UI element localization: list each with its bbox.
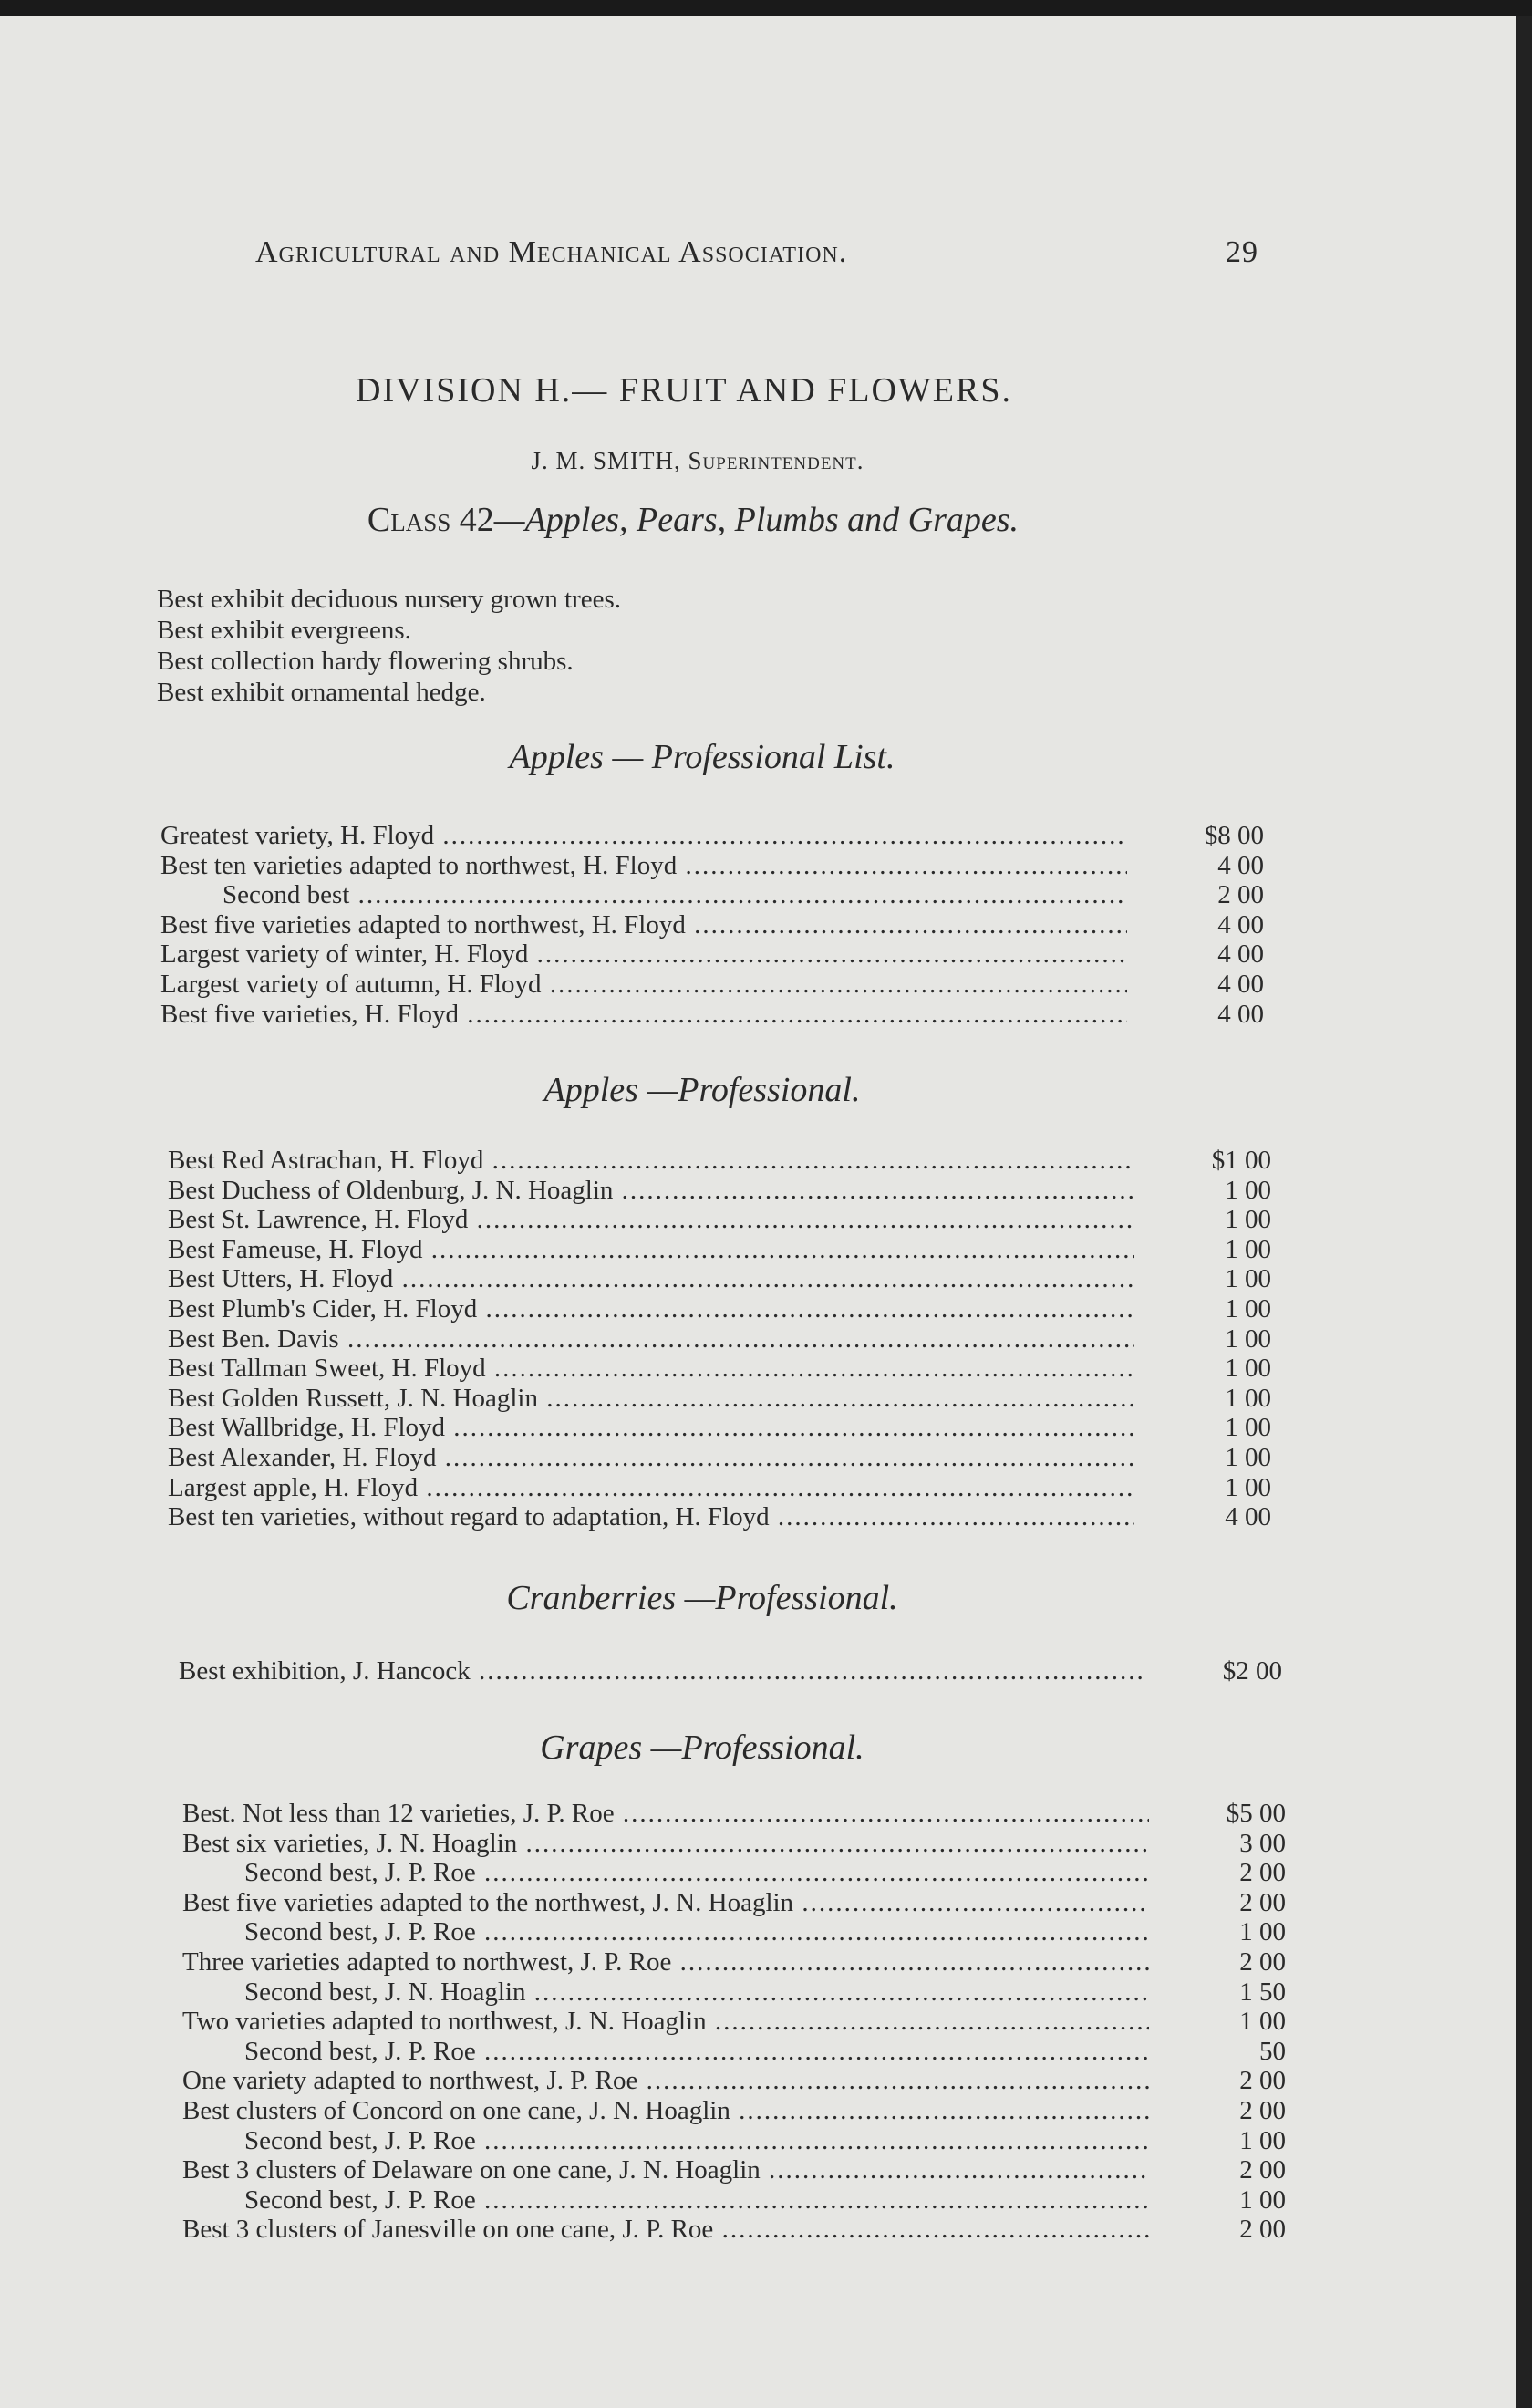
- entry-amount: 1 00: [1225, 1205, 1271, 1235]
- entry-text: Best Red Astrachan, H. Floyd .....: [168, 1146, 1134, 1176]
- entry-amount: $5 00: [1226, 1799, 1286, 1828]
- entry-text: Best five varieties adapted to the northwest, J. N. Hoaglin .....: [182, 1888, 1149, 1918]
- entry-text: Best ten varieties, without regard to adaptation, H. Floyd .....: [168, 1502, 1134, 1532]
- entry-amount: 2 00: [1239, 1946, 1286, 1977]
- superintendent-line: [0, 447, 1395, 475]
- entry-text: Best Duchess of Oldenburg, J. N. Hoaglin .....: [168, 1176, 1134, 1206]
- entry-text: Best. Not less than 12 varieties, J. P. Roe .....: [182, 1799, 1149, 1829]
- entry-text: Second best, J. P. Roe .....: [244, 1917, 1149, 1947]
- entry-text: Best Utters, H. Floyd .....: [168, 1264, 1134, 1294]
- entry-text: Largest variety of winter, H. Floyd .....: [160, 939, 1127, 970]
- book-page: [0, 16, 1532, 2408]
- entry-text: One variety adapted to northwest, J. P. Roe .....: [182, 2066, 1149, 2096]
- general-items-list: [157, 584, 621, 708]
- page-number: 29: [1226, 235, 1258, 269]
- section-title-cranberries: Cranberries —Professional.: [506, 1579, 898, 1617]
- entry-text: Best 3 clusters of Delaware on one cane, J. N. Hoaglin .....: [182, 2155, 1149, 2185]
- entry-text: Two varieties adapted to northwest, J. N. Hoaglin .....: [182, 2007, 1149, 2037]
- entry-text: Best five varieties, H. Floyd .....: [160, 1000, 1127, 1030]
- entry-text: Second best, J. P. Roe .....: [244, 2185, 1149, 2216]
- section-title-apples-list: Apples — Professional List.: [509, 738, 895, 776]
- running-head-title: Agricultural and Mechanical Association.: [255, 235, 848, 269]
- superintendent-role: Superintendent.: [688, 447, 864, 474]
- running-head: [255, 235, 1258, 270]
- class-title: —Apples, Pears, Plumbs and Grapes.: [493, 501, 1020, 539]
- entry-amount: 4 00: [1217, 969, 1264, 999]
- entry-amount: 1 00: [1225, 1323, 1271, 1354]
- entry-text: Second best, J. N. Hoaglin .....: [244, 1977, 1149, 2008]
- entry-text: Second best, J. P. Roe .....: [244, 1858, 1149, 1888]
- entry-amount: 4 00: [1217, 939, 1264, 970]
- entry-amount: 1 00: [1225, 1442, 1271, 1472]
- entry-text: Best Golden Russett, J. N. Hoaglin .....: [168, 1384, 1134, 1414]
- general-item: Best exhibit deciduous nursery grown trees.: [157, 585, 622, 614]
- division-title: DIVISION H.— FRUIT AND FLOWERS.: [356, 371, 1012, 410]
- entry-amount: $2 00: [1222, 1656, 1282, 1686]
- entry-text: Best 3 clusters of Janesville on one cane, J. P. Roe .....: [182, 2215, 1149, 2245]
- entry-amount: $1 00: [1211, 1146, 1271, 1175]
- entry-amount: 1 00: [1225, 1234, 1271, 1264]
- entry-amount: 1 00: [1239, 2007, 1286, 2037]
- entry-text: Best clusters of Concord on one cane, J. N. Hoaglin .....: [182, 2096, 1149, 2126]
- entry-amount: $8 00: [1204, 821, 1264, 850]
- entry-amount: 2 00: [1239, 2066, 1286, 2096]
- general-item: Best collection hardy flowering shrubs.: [157, 647, 574, 676]
- entry-amount: 1 00: [1239, 2185, 1286, 2215]
- entry-text: Best Tallman Sweet, H. Floyd .....: [168, 1354, 1134, 1384]
- entry-amount: 1 00: [1225, 1383, 1271, 1413]
- entry-text: Best Ben. Davis .....: [168, 1324, 1134, 1354]
- entry-amount: 4 00: [1225, 1502, 1271, 1532]
- entry-text: Best five varieties adapted to northwest, H. Floyd .....: [160, 910, 1127, 940]
- entry-amount: 1 50: [1239, 1977, 1286, 2007]
- entry-text: Best Plumb's Cider, H. Floyd .....: [168, 1294, 1134, 1324]
- entry-amount: 1 00: [1225, 1472, 1271, 1502]
- entry-amount: 50: [1259, 2036, 1286, 2066]
- entry-text: Best six varieties, J. N. Hoaglin .....: [182, 1829, 1149, 1859]
- entry-amount: 1 00: [1225, 1175, 1271, 1205]
- entry-text: Second best .....: [223, 880, 1127, 910]
- entry-text: Best St. Lawrence, H. Floyd .....: [168, 1205, 1134, 1235]
- entry-amount: 2 00: [1217, 880, 1264, 910]
- entry-amount: 4 00: [1217, 850, 1264, 880]
- entry-amount: 4 00: [1217, 999, 1264, 1029]
- entry-amount: 2 00: [1239, 2095, 1286, 2125]
- entry-amount: 4 00: [1217, 909, 1264, 939]
- entry-text: Best Wallbridge, H. Floyd .....: [168, 1413, 1134, 1443]
- entry-text: Best Fameuse, H. Floyd .....: [168, 1235, 1134, 1265]
- entry-amount: 1 00: [1239, 2125, 1286, 2155]
- general-item: Best exhibit evergreens.: [157, 616, 411, 645]
- entry-text: Best exhibition, J. Hancock .....: [179, 1656, 1145, 1687]
- entry-text: Three varieties adapted to northwest, J. P. Roe .....: [182, 1947, 1149, 1977]
- entry-text: Best ten varieties adapted to northwest, H. Floyd .....: [160, 851, 1127, 881]
- entry-text: Greatest variety, H. Floyd .....: [160, 821, 1127, 851]
- entry-amount: 1 00: [1225, 1413, 1271, 1443]
- entry-amount: 3 00: [1239, 1828, 1286, 1858]
- class-heading: [0, 500, 1386, 540]
- section-title-grapes: Grapes —Professional.: [540, 1728, 864, 1767]
- entry-amount: 1 00: [1225, 1264, 1271, 1294]
- entry-text: Second best, J. P. Roe .....: [244, 2037, 1149, 2067]
- entry-amount: 1 00: [1225, 1354, 1271, 1384]
- section-title-apples: Apples —Professional.: [543, 1071, 861, 1109]
- entry-amount: 1 00: [1225, 1293, 1271, 1323]
- class-number: Class 42: [367, 501, 494, 539]
- entry-amount: 2 00: [1239, 2215, 1286, 2245]
- entry-amount: 1 00: [1239, 1917, 1286, 1947]
- entry-text: Second best, J. P. Roe .....: [244, 2126, 1149, 2156]
- general-item: Best exhibit ornamental hedge.: [157, 678, 486, 707]
- entry-text: Best Alexander, H. Floyd .....: [168, 1443, 1134, 1473]
- entry-amount: 2 00: [1239, 2155, 1286, 2185]
- entry-text: Largest variety of autumn, H. Floyd .....: [160, 970, 1127, 1000]
- entry-amount: 2 00: [1239, 1887, 1286, 1917]
- superintendent-name: J. M. SMITH,: [531, 447, 681, 474]
- entry-amount: 2 00: [1239, 1858, 1286, 1888]
- entry-text: Largest apple, H. Floyd .....: [168, 1473, 1134, 1503]
